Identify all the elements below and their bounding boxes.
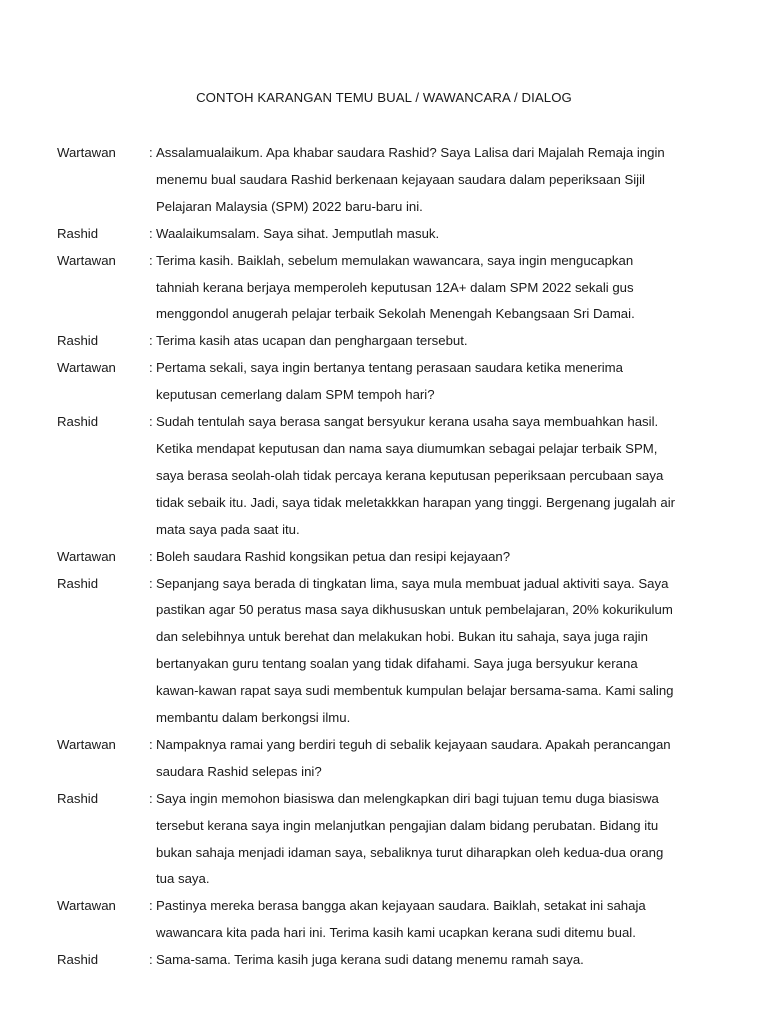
utterance-line: tua saya. xyxy=(156,871,210,887)
utterance-line: Saya ingin memohon biasiswa dan melengkapkan diri bagi tujuan temu duga biasiswa xyxy=(156,790,659,806)
utterance-line: Boleh saudara Rashid kongsikan petua dan resipi kejayaan? xyxy=(156,548,511,564)
speaker-name: Wartawan xyxy=(57,898,116,914)
utterance-line: Sudah tentulah saya berasa sangat bersyukur kerana usaha saya membuahkan hasil. xyxy=(156,414,659,430)
utterance-line: tersebut kerana saya ingin melanjutkan pengajian dalam bidang perubatan. Bidang itu xyxy=(156,817,659,833)
speaker-name: Rashid xyxy=(57,414,99,430)
dialog-body xyxy=(57,140,737,974)
dialog-entry xyxy=(57,409,737,544)
utterance-line: Pastinya mereka berasa bangga akan kejayaan saudara. Baiklah, setakat ini sahaja xyxy=(156,898,646,914)
utterance-line: membantu dalam berkongsi ilmu. xyxy=(156,710,351,726)
utterance-line: pastikan agar 50 peratus masa saya dikhususkan untuk pembelajaran, 20% kokurikulum xyxy=(156,602,673,618)
utterance-line: menemu bual saudara Rashid berkenaan kejayaan saudara dalam peperiksaan Sijil xyxy=(156,171,645,187)
utterance-line: Pertama sekali, saya ingin bertanya tentang perasaan saudara ketika menerima xyxy=(156,360,623,376)
dialog-entry xyxy=(57,732,737,786)
utterance-line: mata saya pada saat itu. xyxy=(156,521,300,537)
utterance xyxy=(156,221,737,248)
utterance-line: Terima kasih atas ucapan dan penghargaan tersebut. xyxy=(156,333,468,349)
speaker-name: Rashid xyxy=(57,952,99,968)
utterance-line: Assalamualaikum. Apa khabar saudara Rashid? Saya Lalisa dari Majalah Remaja ingin xyxy=(156,145,665,160)
speaker-colon: : xyxy=(149,225,153,241)
speaker-name: Rashid xyxy=(57,575,99,591)
dialog-entry xyxy=(57,947,737,974)
utterance xyxy=(156,947,737,974)
utterance-line: menggondol anugerah pelajar terbaik Sekolah Menengah Kebangsaan Sri Damai. xyxy=(156,306,635,322)
dialog-entry xyxy=(57,221,737,248)
speaker-colon: : xyxy=(149,548,153,564)
speaker-colon: : xyxy=(149,414,153,430)
utterance xyxy=(156,544,737,571)
utterance-line: Sama-sama. Terima kasih juga kerana sudi datang menemu ramah saya. xyxy=(156,952,584,968)
utterance-line: saudara Rashid selepas ini? xyxy=(156,763,322,779)
utterance-line: tahniah kerana berjaya memperoleh keputusan 12A+ dalam SPM 2022 sekali gus xyxy=(156,279,634,295)
speaker-name: Wartawan xyxy=(57,252,116,268)
utterance-line: keputusan cemerlang dalam SPM tempoh hari? xyxy=(156,387,435,403)
speaker-colon: : xyxy=(149,145,153,160)
speaker-name: Rashid xyxy=(57,225,99,241)
utterance-line: Sepanjang saya berada di tingkatan lima, saya mula membuat jadual aktiviti saya. Saya xyxy=(156,575,669,591)
utterance-line: kawan-kawan rapat saya sudi membentuk kumpulan belajar bersama-sama. Kami saling xyxy=(156,683,674,699)
dialog-entry xyxy=(57,355,737,409)
utterance xyxy=(156,248,737,329)
utterance-line: saya berasa seolah-olah tidak percaya kerana keputusan peperiksaan percubaan saya xyxy=(156,467,664,483)
utterance xyxy=(156,786,737,894)
utterance xyxy=(156,571,737,732)
utterance-line: Terima kasih. Baiklah, sebelum memulakan wawancara, saya ingin mengucapkan xyxy=(156,252,634,268)
speaker-colon: : xyxy=(149,252,153,268)
utterance-line: Waalaikumsalam. Saya sihat. Jemputlah masuk. xyxy=(156,225,440,241)
utterance xyxy=(156,893,737,947)
utterance xyxy=(156,140,737,221)
utterance-line: bertanyakan guru tentang soalan yang tidak difahami. Saya juga bersyukur kerana xyxy=(156,656,638,672)
document-title: CONTOH KARANGAN TEMU BUAL / WAWANCARA / DIALOG xyxy=(196,90,572,105)
utterance-line: Pelajaran Malaysia (SPM) 2022 baru-baru ini. xyxy=(156,198,423,214)
dialog-entry xyxy=(57,893,737,947)
utterance xyxy=(156,355,737,409)
speaker-colon: : xyxy=(149,575,153,591)
dialog-entry xyxy=(57,140,737,221)
dialog-entry xyxy=(57,786,737,894)
speaker-name: Rashid xyxy=(57,333,99,349)
utterance xyxy=(156,328,737,355)
utterance-line: bukan sahaja menjadi idaman saya, sebaliknya turut diharapkan oleh kedua-dua orang xyxy=(156,844,664,860)
speaker-name: Wartawan xyxy=(57,145,116,160)
utterance-line: Ketika mendapat keputusan dan nama saya diumumkan sebagai pelajar terbaik SPM, xyxy=(156,440,658,456)
speaker-name: Rashid xyxy=(57,790,99,806)
dialog-entry xyxy=(57,248,737,329)
speaker-colon: : xyxy=(149,898,153,914)
utterance-line: dan selebihnya untuk berehat dan melakukan hobi. Bukan itu sahaja, saya juga rajin xyxy=(156,629,648,645)
speaker-colon: : xyxy=(149,790,153,806)
utterance-line: wawancara kita pada hari ini. Terima kasih kami ucapkan kerana sudi ditemu bual. xyxy=(156,925,636,941)
dialog-entry xyxy=(57,544,737,571)
utterance-line: tidak sebaik itu. Jadi, saya tidak meletakkkan harapan yang tinggi. Bergenang jugalah air xyxy=(156,494,676,510)
dialog-entry xyxy=(57,571,737,732)
speaker-colon: : xyxy=(149,952,153,968)
utterance-line: Nampaknya ramai yang berdiri teguh di sebalik kejayaan saudara. Apakah perancangan xyxy=(156,736,671,752)
speaker-colon: : xyxy=(149,360,153,376)
speaker-colon: : xyxy=(149,333,153,349)
dialog-entry xyxy=(57,328,737,355)
speaker-name: Wartawan xyxy=(57,548,116,564)
utterance xyxy=(156,732,737,786)
speaker-name: Wartawan xyxy=(57,736,116,752)
utterance xyxy=(156,409,737,544)
speaker-colon: : xyxy=(149,736,153,752)
speaker-name: Wartawan xyxy=(57,360,116,376)
